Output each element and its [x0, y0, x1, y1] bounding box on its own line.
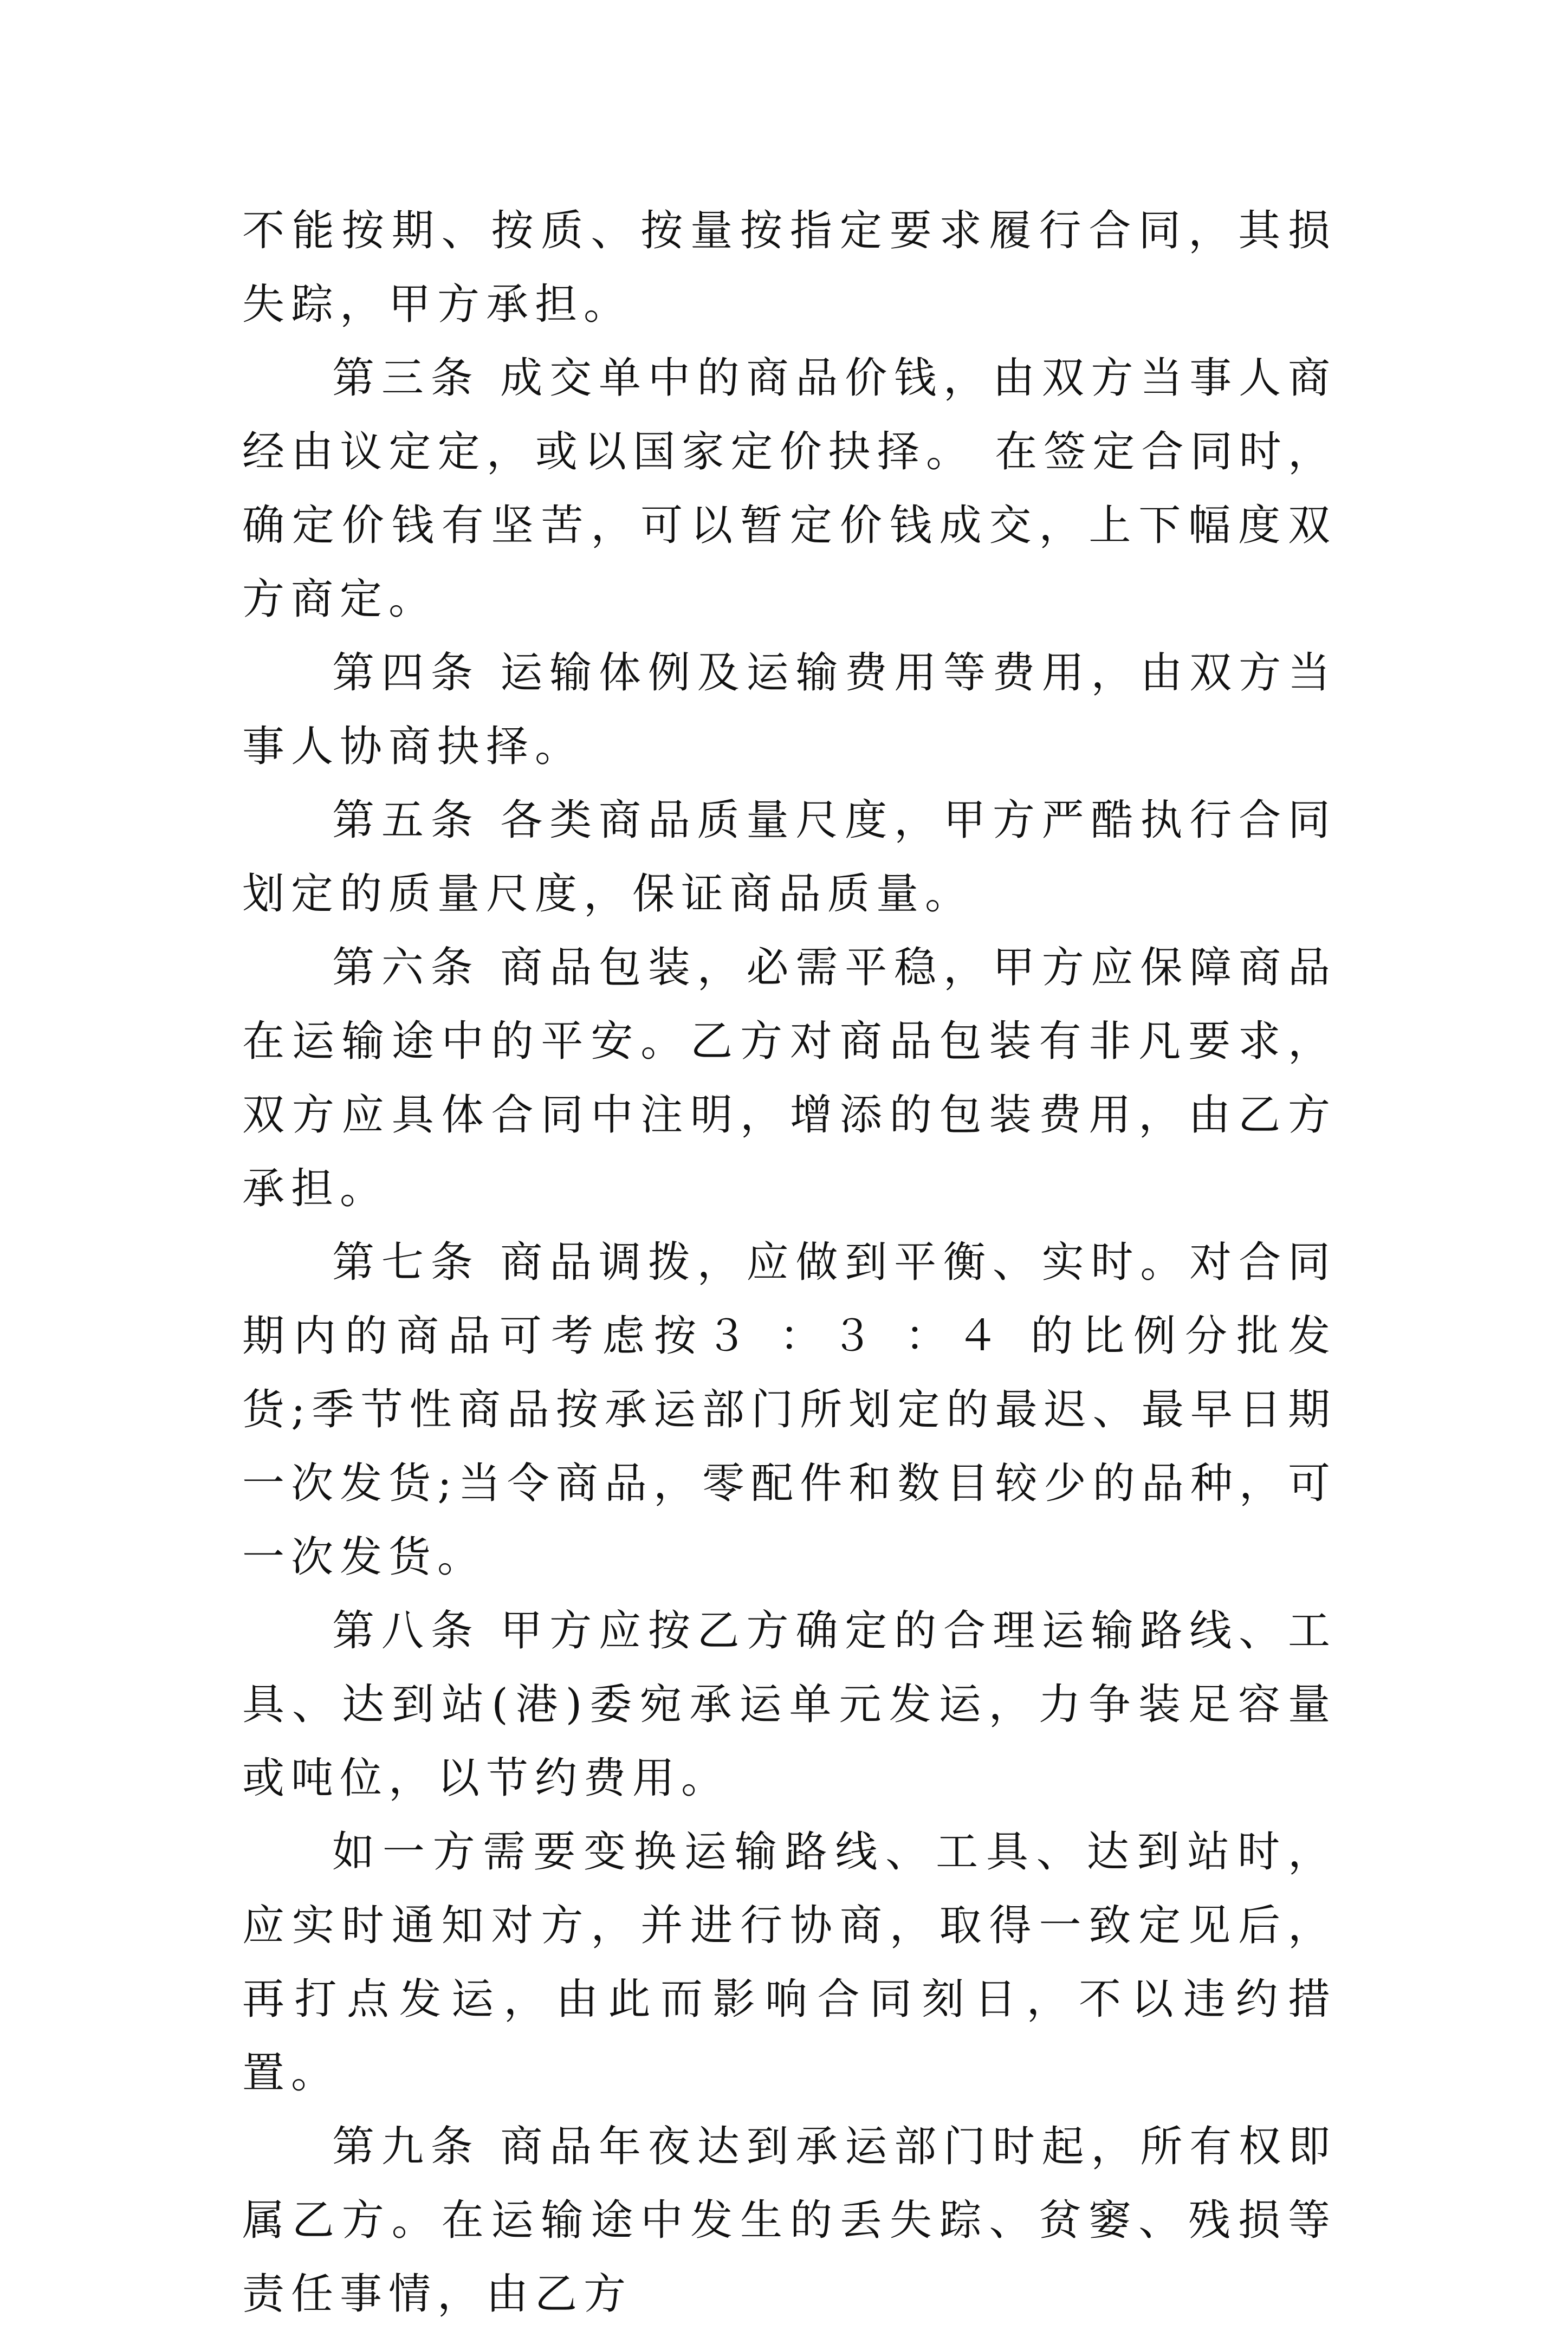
contract-body: [242, 194, 1337, 2331]
paragraph-article-7: 第七条 商品调拨，应做到平衡、实时。对合同期内的商品可考虑按３ ：３ ：４ 的比例分批发货;季节性商品按承运部门所划定的最迟、最早日期一次发货;当令商品，零配件和数目较少的品种，可一次发货。: [242, 1238, 1337, 1582]
paragraph-continuation: 不能按期、按质、按量按指定要求履行合同，其损失踪，甲方承担。: [242, 206, 1337, 329]
paragraph-article-6: 第六条 商品包装，必需平稳，甲方应保障商品在运输途中的平安。乙方对商品包装有非凡要求，双方应具体合同中注明，增添的包装费用，由乙方承担。: [242, 943, 1337, 1213]
paragraph-article-3: 第三条 成交单中的商品价钱，由双方当事人商经由议定定，或以国家定价抉择。 在签定合同时，确定价钱有坚苦，可以暂定价钱成交，上下幅度双方商定。: [242, 354, 1337, 624]
paragraph-article-4: 第四条 运输体例及运输费用等费用，由双方当事人协商抉择。: [242, 649, 1337, 771]
paragraph-article-8-note: 如一方需要变换运输路线、工具、达到站时，应实时通知对方，并进行协商，取得一致定见后，再打点发运，由此而影响合同刻日，不以违约措置。: [242, 1828, 1337, 2097]
paragraph-article-5: 第五条 各类商品质量尺度，甲方严酷执行合同划定的质量尺度，保证商品质量。: [242, 796, 1337, 918]
paragraph-article-9: 第九条 商品年夜达到承运部门时起，所有权即属乙方。在运输途中发生的丢失踪、贫窭、残损等责任事情，由乙方: [242, 2122, 1337, 2319]
paragraph-article-8: 第八条 甲方应按乙方确定的合理运输路线、工具、达到站(港)委宛承运单元发运，力争装足容量或吨位，以节约费用。: [242, 1607, 1337, 1803]
